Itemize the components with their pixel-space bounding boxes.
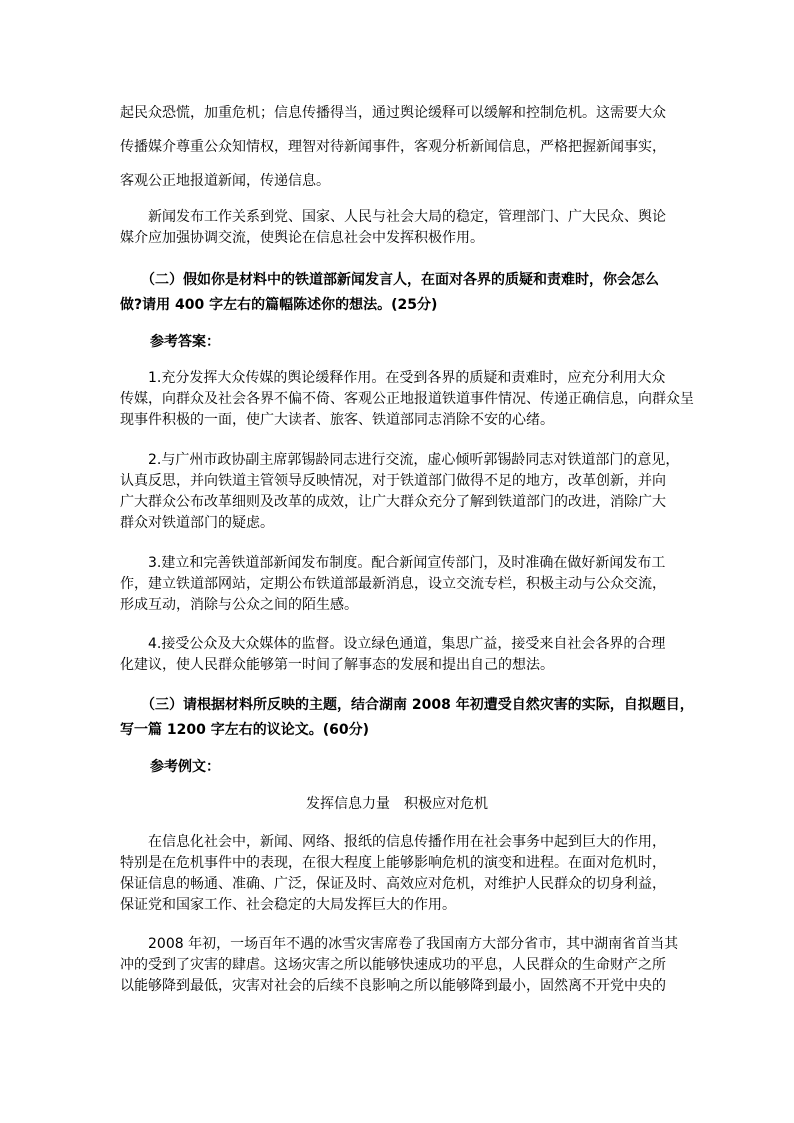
text-line: 2.与广州市政协副主席郭锡龄同志进行交流，虚心倾听郭锡龄同志对铁道部门的意见， (120, 452, 680, 468)
text-line: 传播媒介尊重公众知情权，理智对待新闻事件，客观分析新闻信息，严格把握新闻事实， (120, 139, 666, 155)
text-line: 做?请用 400 字左右的篇幅陈述你的想法。(25分) (120, 297, 438, 313)
essay-label: 参考例文： (150, 759, 220, 775)
text-line: 4.接受公众及大众媒体的监督。设立绿色通道，集思广益，接受来自社会各界的合理 (120, 636, 666, 652)
essay-title: 发挥信息力量 积极应对危机 (306, 796, 488, 812)
answer-label: 参考答案： (150, 334, 220, 350)
answer-point-2 (120, 450, 680, 534)
paragraph-news-release (120, 207, 680, 249)
text-line: 写一篇 1200 字左右的议论文。(60分) (120, 722, 369, 738)
text-line: 2008 年初，一场百年不遇的冰雪灾害席卷了我国南方大部分省市，其中湖南省首当其 (120, 936, 679, 952)
text-line: 特别是在危机事件中的表现，在很大程度上能够影响危机的演变和进程。在面对危机时， (120, 855, 666, 871)
paragraph-intro-continuation (120, 96, 680, 198)
question-two (120, 268, 680, 318)
text-line: 新闻发布工作关系到党、国家、人民与社会大局的稳定，管理部门、广大民众、舆论 (120, 209, 666, 225)
text-line: （三）请根据材料所反映的主题，结合湖南 2008 年初遭受自然灾害的实际，自拟题目， (120, 697, 694, 713)
text-line: 冲的受到了灾害的肆虐。这场灾害之所以能够快速成功的平息，人民群众的生命财产之所 (120, 957, 666, 973)
text-line: 客观公正地报道新闻，传递信息。 (120, 173, 330, 189)
answer-point-3 (120, 553, 680, 616)
answer-point-4 (120, 634, 680, 676)
text-line: 保证党和国家工作、社会稳定的大局发挥巨大的作用。 (120, 897, 456, 913)
text-line: 1.充分发挥大众传媒的舆论缓释作用。在受到各界的质疑和责难时，应充分利用大众 (120, 370, 666, 386)
text-line: 保证信息的畅通、准确、广泛，保证及时、高效应对危机，对维护人民群众的切身利益， (120, 876, 666, 892)
text-line: （二）假如你是材料中的铁道部新闻发言人，在面对各界的质疑和责难时，你会怎么 (120, 272, 659, 288)
text-line: 传媒，向群众及社会各界不偏不倚、客观公正地报道铁道事件情况、传递正确信息，向群众呈 (120, 391, 694, 407)
question-three (120, 693, 694, 743)
text-line: 认真反思，并向铁道主管领导反映情况，对于铁道部门做得不足的地方，改革创新，并向 (120, 473, 666, 489)
text-line: 在信息化社会中，新闻、网络、报纸的信息传播作用在社会事务中起到巨大的作用， (120, 834, 666, 850)
text-line: 作，建立铁道部网站，定期公布铁道部最新消息，设立交流专栏，积极主动与公众交流， (120, 576, 666, 592)
text-line: 起民众恐慌，加重危机；信息传播得当，通过舆论缓释可以缓解和控制危机。这需要大众 (120, 105, 666, 121)
text-line: 化建议，使人民群众能够第一时间了解事态的发展和提出自己的想法。 (120, 657, 554, 673)
essay-paragraph-1 (120, 832, 680, 916)
text-line: 现事件积极的一面，使广大读者、旅客、铁道部同志消除不安的心绪。 (120, 412, 554, 428)
essay-paragraph-2 (120, 934, 680, 997)
text-line: 以能够降到最低，灾害对社会的后续不良影响之所以能够降到最小，固然离不开党中央的 (120, 978, 666, 994)
text-line: 广大群众公布改革细则及改革的成效，让广大群众充分了解到铁道部门的改进，消除广大 (120, 494, 666, 510)
answer-point-1 (120, 368, 694, 431)
text-line: 媒介应加强协调交流，使舆论在信息社会中发挥积极作用。 (120, 230, 484, 246)
text-line: 形成互动，消除与公众之间的陌生感。 (120, 597, 358, 613)
text-line: 群众对铁道部门的疑虑。 (120, 515, 274, 531)
text-line: 3.建立和完善铁道部新闻发布制度。配合新闻宣传部门，及时准确在做好新闻发布工 (120, 555, 666, 571)
